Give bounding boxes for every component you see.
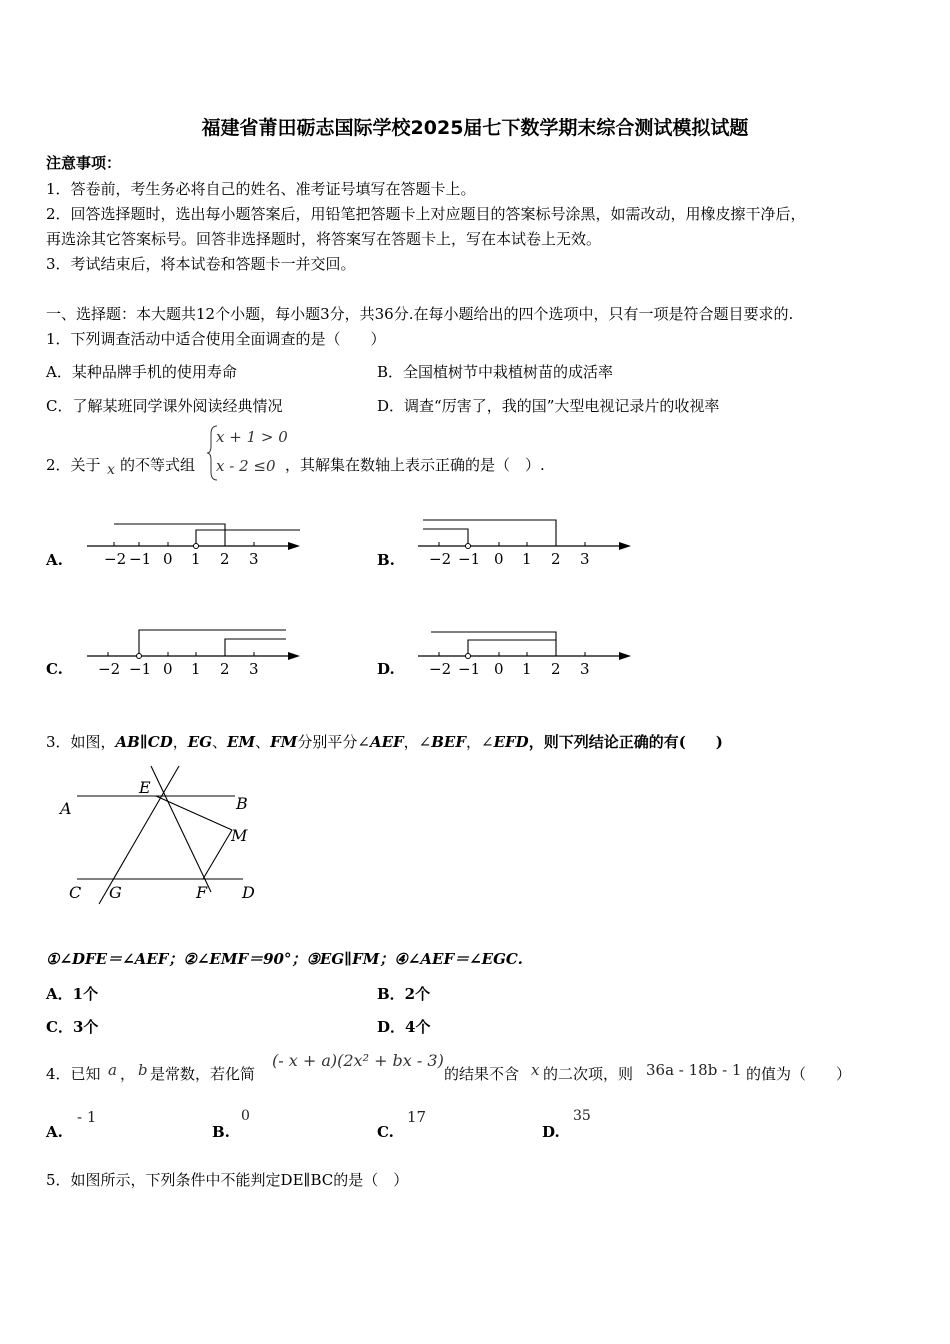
tick-label: 3 xyxy=(249,660,259,678)
q2-ineq2: x - 2 ≤0 xyxy=(216,457,276,475)
tick-label: −2 xyxy=(98,660,121,678)
q4-suffix: 的值为（ ） xyxy=(746,1065,852,1083)
q4-comma: ， xyxy=(120,1065,136,1083)
q2-label-d: D. xyxy=(377,660,395,678)
q3-conclusions: ①∠DFE＝∠AEF；②∠EMF＝90°；③EG∥FM；④∠AEF＝∠EGC. xyxy=(46,950,523,968)
q1-stem: 1．下列调查活动中适合使用全面调查的是（ ） xyxy=(46,330,386,348)
notice-item-1: 1．答卷前，考生务必将自己的姓名、准考证号填写在答题卡上。 xyxy=(46,180,476,198)
q4-label-c: C. xyxy=(377,1123,394,1141)
q4-label-a: A. xyxy=(46,1123,63,1141)
q5-stem: 5．如图所示，下列条件中不能判定DE∥BC的是（ ） xyxy=(46,1171,409,1189)
q2-suffix: ，其解集在数轴上表示正确的是（ ）. xyxy=(285,456,545,474)
q1-option-a: A．某种品牌手机的使用寿命 xyxy=(46,363,237,381)
tick-label: 3 xyxy=(580,660,590,678)
point-label: M xyxy=(231,826,248,845)
tick-label: 1 xyxy=(522,550,532,568)
q2-label-c: C. xyxy=(46,660,63,678)
point-label: E xyxy=(139,778,151,797)
tick-label: 0 xyxy=(163,660,173,678)
q4-label-b: B. xyxy=(212,1123,230,1141)
q2-var: x xyxy=(107,462,115,478)
page-title: 福建省莆田砺志国际学校2025届七下数学期末综合测试模拟试题 xyxy=(201,117,749,139)
q4-expr2: 36a - 18b - 1 xyxy=(646,1061,742,1079)
q2-mid: 的不等式组 xyxy=(120,456,196,474)
q3-stem: 3．如图，AB∥CD，EG、EM、FM分别平分∠AEF，∠BEF，∠EFD，则下列结论正确的有( ) xyxy=(46,733,723,751)
q4-x: x xyxy=(531,1061,540,1079)
q3-option-d: D．4个 xyxy=(377,1018,431,1036)
point-label: B xyxy=(236,794,248,813)
q4-mid: 是常数，若化简 xyxy=(150,1065,256,1083)
q4-b: b xyxy=(138,1061,148,1079)
tick-label: 2 xyxy=(220,660,230,678)
tick-label: 0 xyxy=(163,550,173,568)
tick-label: −1 xyxy=(129,550,152,568)
q1-option-b: B．全国植树节中栽植树苗的成活率 xyxy=(377,363,614,381)
q4-value-a: - 1 xyxy=(77,1108,97,1126)
tick-label: −2 xyxy=(429,660,452,678)
q1-option-c: C．了解某班同学课外阅读经典情况 xyxy=(46,397,283,415)
tick-label: 3 xyxy=(580,550,590,568)
q4-prefix: 4．已知 xyxy=(46,1065,101,1083)
tick-label: 3 xyxy=(249,550,259,568)
point-label: G xyxy=(109,883,122,902)
q3-figure xyxy=(55,762,280,912)
q3-option-c: C．3个 xyxy=(46,1018,99,1036)
q3-option-b: B．2个 xyxy=(377,985,431,1003)
q4-label-d: D. xyxy=(542,1123,560,1141)
tick-label: 1 xyxy=(522,660,532,678)
tick-label: 2 xyxy=(551,660,561,678)
number-line-c xyxy=(82,622,307,680)
notice-item-3: 3．考试结束后，将本试卷和答题卡一并交回。 xyxy=(46,255,356,273)
notice-item-2: 2．回答选择题时，选出每小题答案后，用铅笔把答题卡上对应题目的答案标号涂黑，如需改动，用橡皮擦干净后， xyxy=(46,205,806,223)
number-line-a xyxy=(82,512,307,570)
q1-option-d: D．调查“厉害了，我的国”大型电视记录片的收视率 xyxy=(377,397,720,415)
q4-mid3: 的二次项，则 xyxy=(543,1065,634,1083)
q2-label-a: A. xyxy=(46,551,63,569)
number-line-b xyxy=(413,512,638,570)
tick-label: 1 xyxy=(191,550,201,568)
point-label: D xyxy=(242,883,255,902)
tick-label: 1 xyxy=(191,660,201,678)
notice-item-2-cont: 再选涂其它答案标号。回答非选择题时，将答案写在答题卡上，写在本试卷上无效。 xyxy=(46,230,602,248)
q4-value-b: 0 xyxy=(241,1108,250,1124)
q2-ineq1: x + 1 > 0 xyxy=(216,428,288,446)
tick-label: −2 xyxy=(104,550,127,568)
q4-a: a xyxy=(108,1061,117,1079)
q2-prefix: 2．关于 xyxy=(46,456,101,474)
number-line-d xyxy=(413,622,638,680)
q4-mid2: 的结果不含 xyxy=(444,1065,520,1083)
q4-value-d: 35 xyxy=(573,1108,591,1124)
tick-label: 0 xyxy=(494,660,504,678)
section-heading: 一、选择题：本大题共12个小题，每小题3分，共36分.在每小题给出的四个选项中，只有一项是符合题目要求的. xyxy=(46,305,794,323)
notice-heading: 注意事项： xyxy=(46,154,122,172)
tick-label: −1 xyxy=(129,660,152,678)
tick-label: 0 xyxy=(494,550,504,568)
q2-label-b: B. xyxy=(377,551,395,569)
point-label: A xyxy=(60,799,72,818)
tick-label: 2 xyxy=(220,550,230,568)
tick-label: −2 xyxy=(429,550,452,568)
point-label: C xyxy=(69,883,82,902)
q4-value-c: 17 xyxy=(407,1108,427,1126)
point-label: F xyxy=(196,883,208,902)
q3-option-a: A．1个 xyxy=(46,985,99,1003)
tick-label: 2 xyxy=(551,550,561,568)
tick-label: −1 xyxy=(458,550,481,568)
q4-expr: (- x + a)(2x² + bx - 3) xyxy=(272,1051,444,1070)
tick-label: −1 xyxy=(458,660,481,678)
